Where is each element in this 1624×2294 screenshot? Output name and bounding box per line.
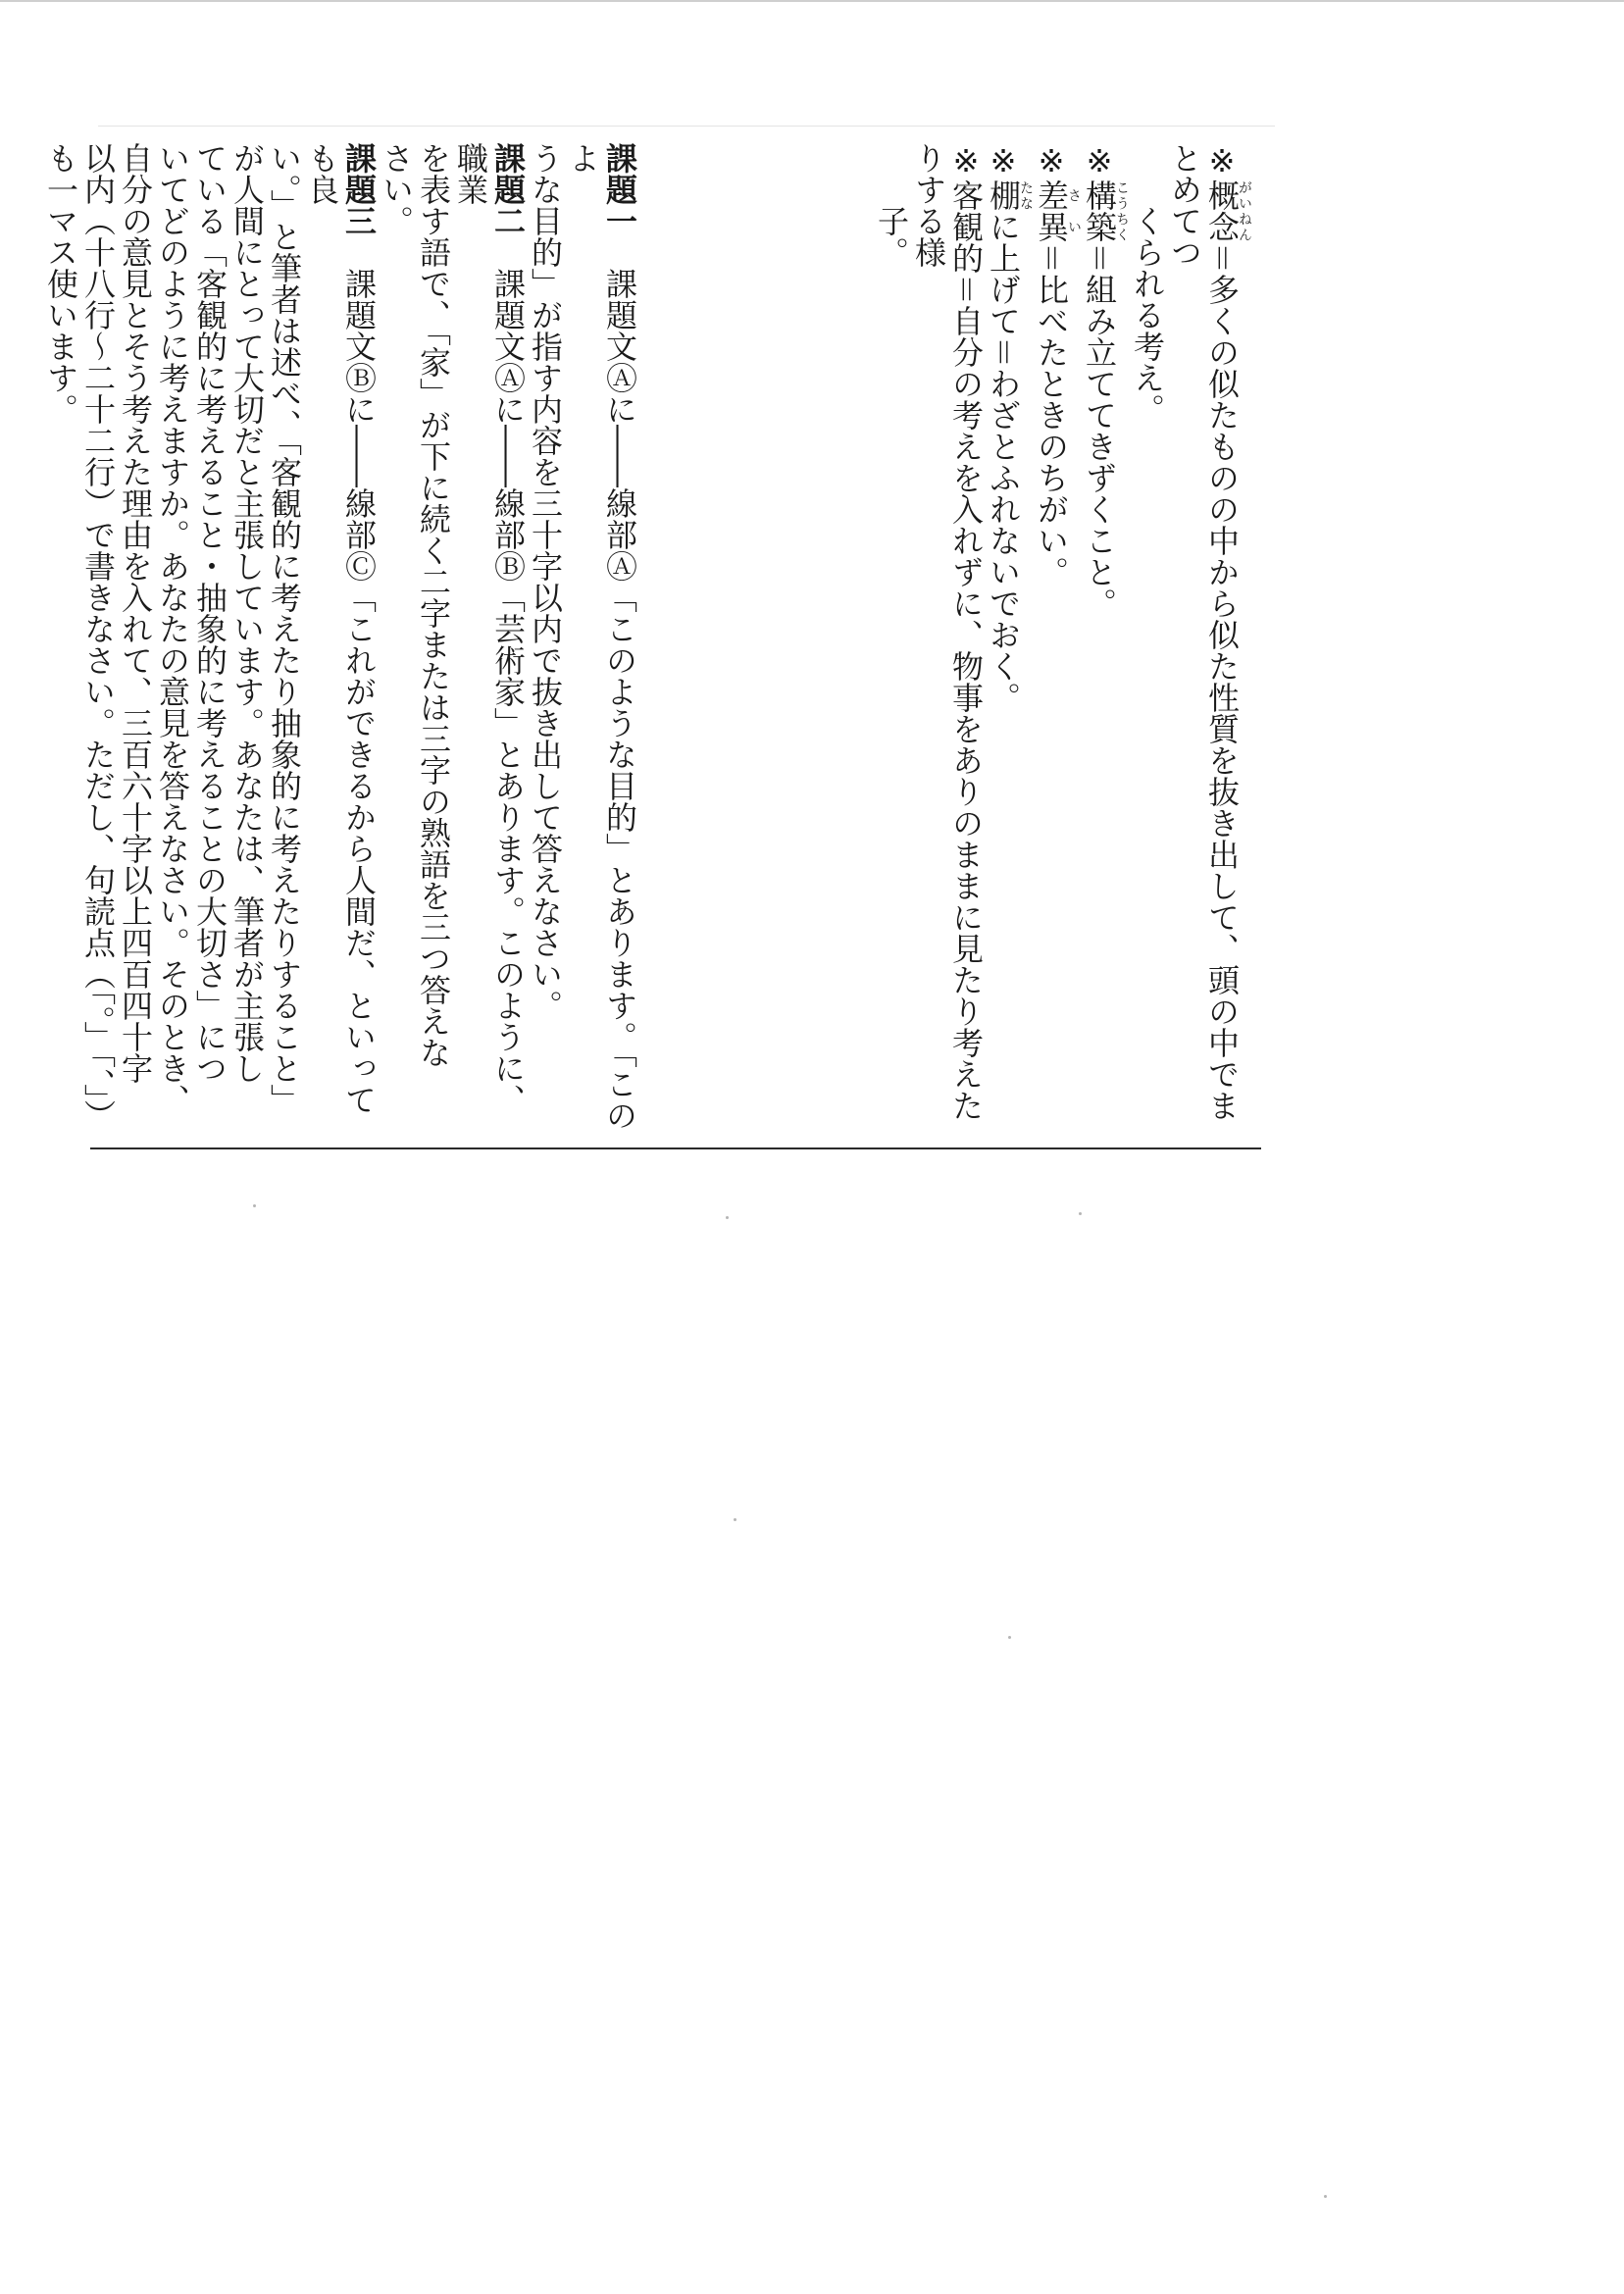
task-2: 課題二 課題文Ⓐに――線部Ⓑ「芸術家」とあります。このように、職業 xyxy=(452,142,527,1115)
task-list xyxy=(42,142,638,1143)
scan-speck xyxy=(1008,1636,1011,1639)
task-3-line: ている「客観的に考えること・抽象的に考えることの大切さ」につ xyxy=(191,142,228,1084)
task-1-line: うな目的」が指す内容を三十字以内で抜き出して答えなさい。 xyxy=(527,142,564,1021)
note-sai: ※差異さい＝比べたときのちがい。 xyxy=(1033,142,1082,588)
scan-speck xyxy=(1079,1212,1082,1215)
task-3-heading: 課題三 xyxy=(340,142,378,236)
scan-speck xyxy=(734,1518,736,1521)
note-gainen-cont: くられる考え。 xyxy=(1129,205,1166,425)
note-tana: ※棚たなに上げて＝わざとふれないでおく。 xyxy=(985,142,1034,714)
task-3-line: 以内（十八行～二十二行）で書きなさい。ただし、句読点（「。」「、」） xyxy=(79,142,117,1131)
task-2-line: を表す語で、「家」が下に続く二字または三字の熟語を三つ答えな xyxy=(415,142,452,1068)
task-3-line: 自分の意見とそう考えた理由を入れて、三百六十字以上四百四十字 xyxy=(117,142,154,1084)
note-gainen: ※概念がいねん＝多くの似たものの中から似た性質を抜き出して、頭の中でまとめてつ xyxy=(1166,142,1252,1122)
task-3-line: いてどのように考えますか。あなたの意見を答えなさい。そのとき、 xyxy=(154,142,191,1115)
task-3-line: が人間にとって大切だと主張しています。あなたは、筆者が主張し xyxy=(228,142,266,1084)
note-kyakkanteki-cont: 子。 xyxy=(873,205,910,268)
task-1-heading: 課題一 xyxy=(601,142,638,236)
scan-faint-rule xyxy=(98,126,1275,127)
note-kyakkanteki: ※客観的＝自分の考えを入れずに、物事をありのままに見たり考えたりする様 xyxy=(910,142,985,1122)
glossary-notes xyxy=(873,142,1251,1143)
task-3-line: い。」と筆者は述べ、「客観的に考えたり抽象的に考えたりすること」 xyxy=(266,142,303,1115)
task-2-line: さい。 xyxy=(378,142,415,236)
scan-speck xyxy=(253,1204,256,1207)
scan-speck xyxy=(1324,2195,1327,2198)
scan-speck xyxy=(726,1216,729,1219)
task-1: 課題一 課題文Ⓐに――線部Ⓐ「このような目的」とあります。「このよ xyxy=(564,142,638,1131)
task-3-line: も一マス使います。 xyxy=(42,142,79,425)
scan-top-edge xyxy=(0,0,1624,2)
task-3: 課題三 課題文Ⓑに――線部Ⓒ「これができるから人間だ、といっても良 xyxy=(303,142,378,1115)
task-2-heading: 課題二 xyxy=(489,142,527,236)
section-divider xyxy=(90,1147,1261,1149)
note-kouchiku: ※構築こうちく＝組み立ててきずくこと。 xyxy=(1081,142,1130,620)
